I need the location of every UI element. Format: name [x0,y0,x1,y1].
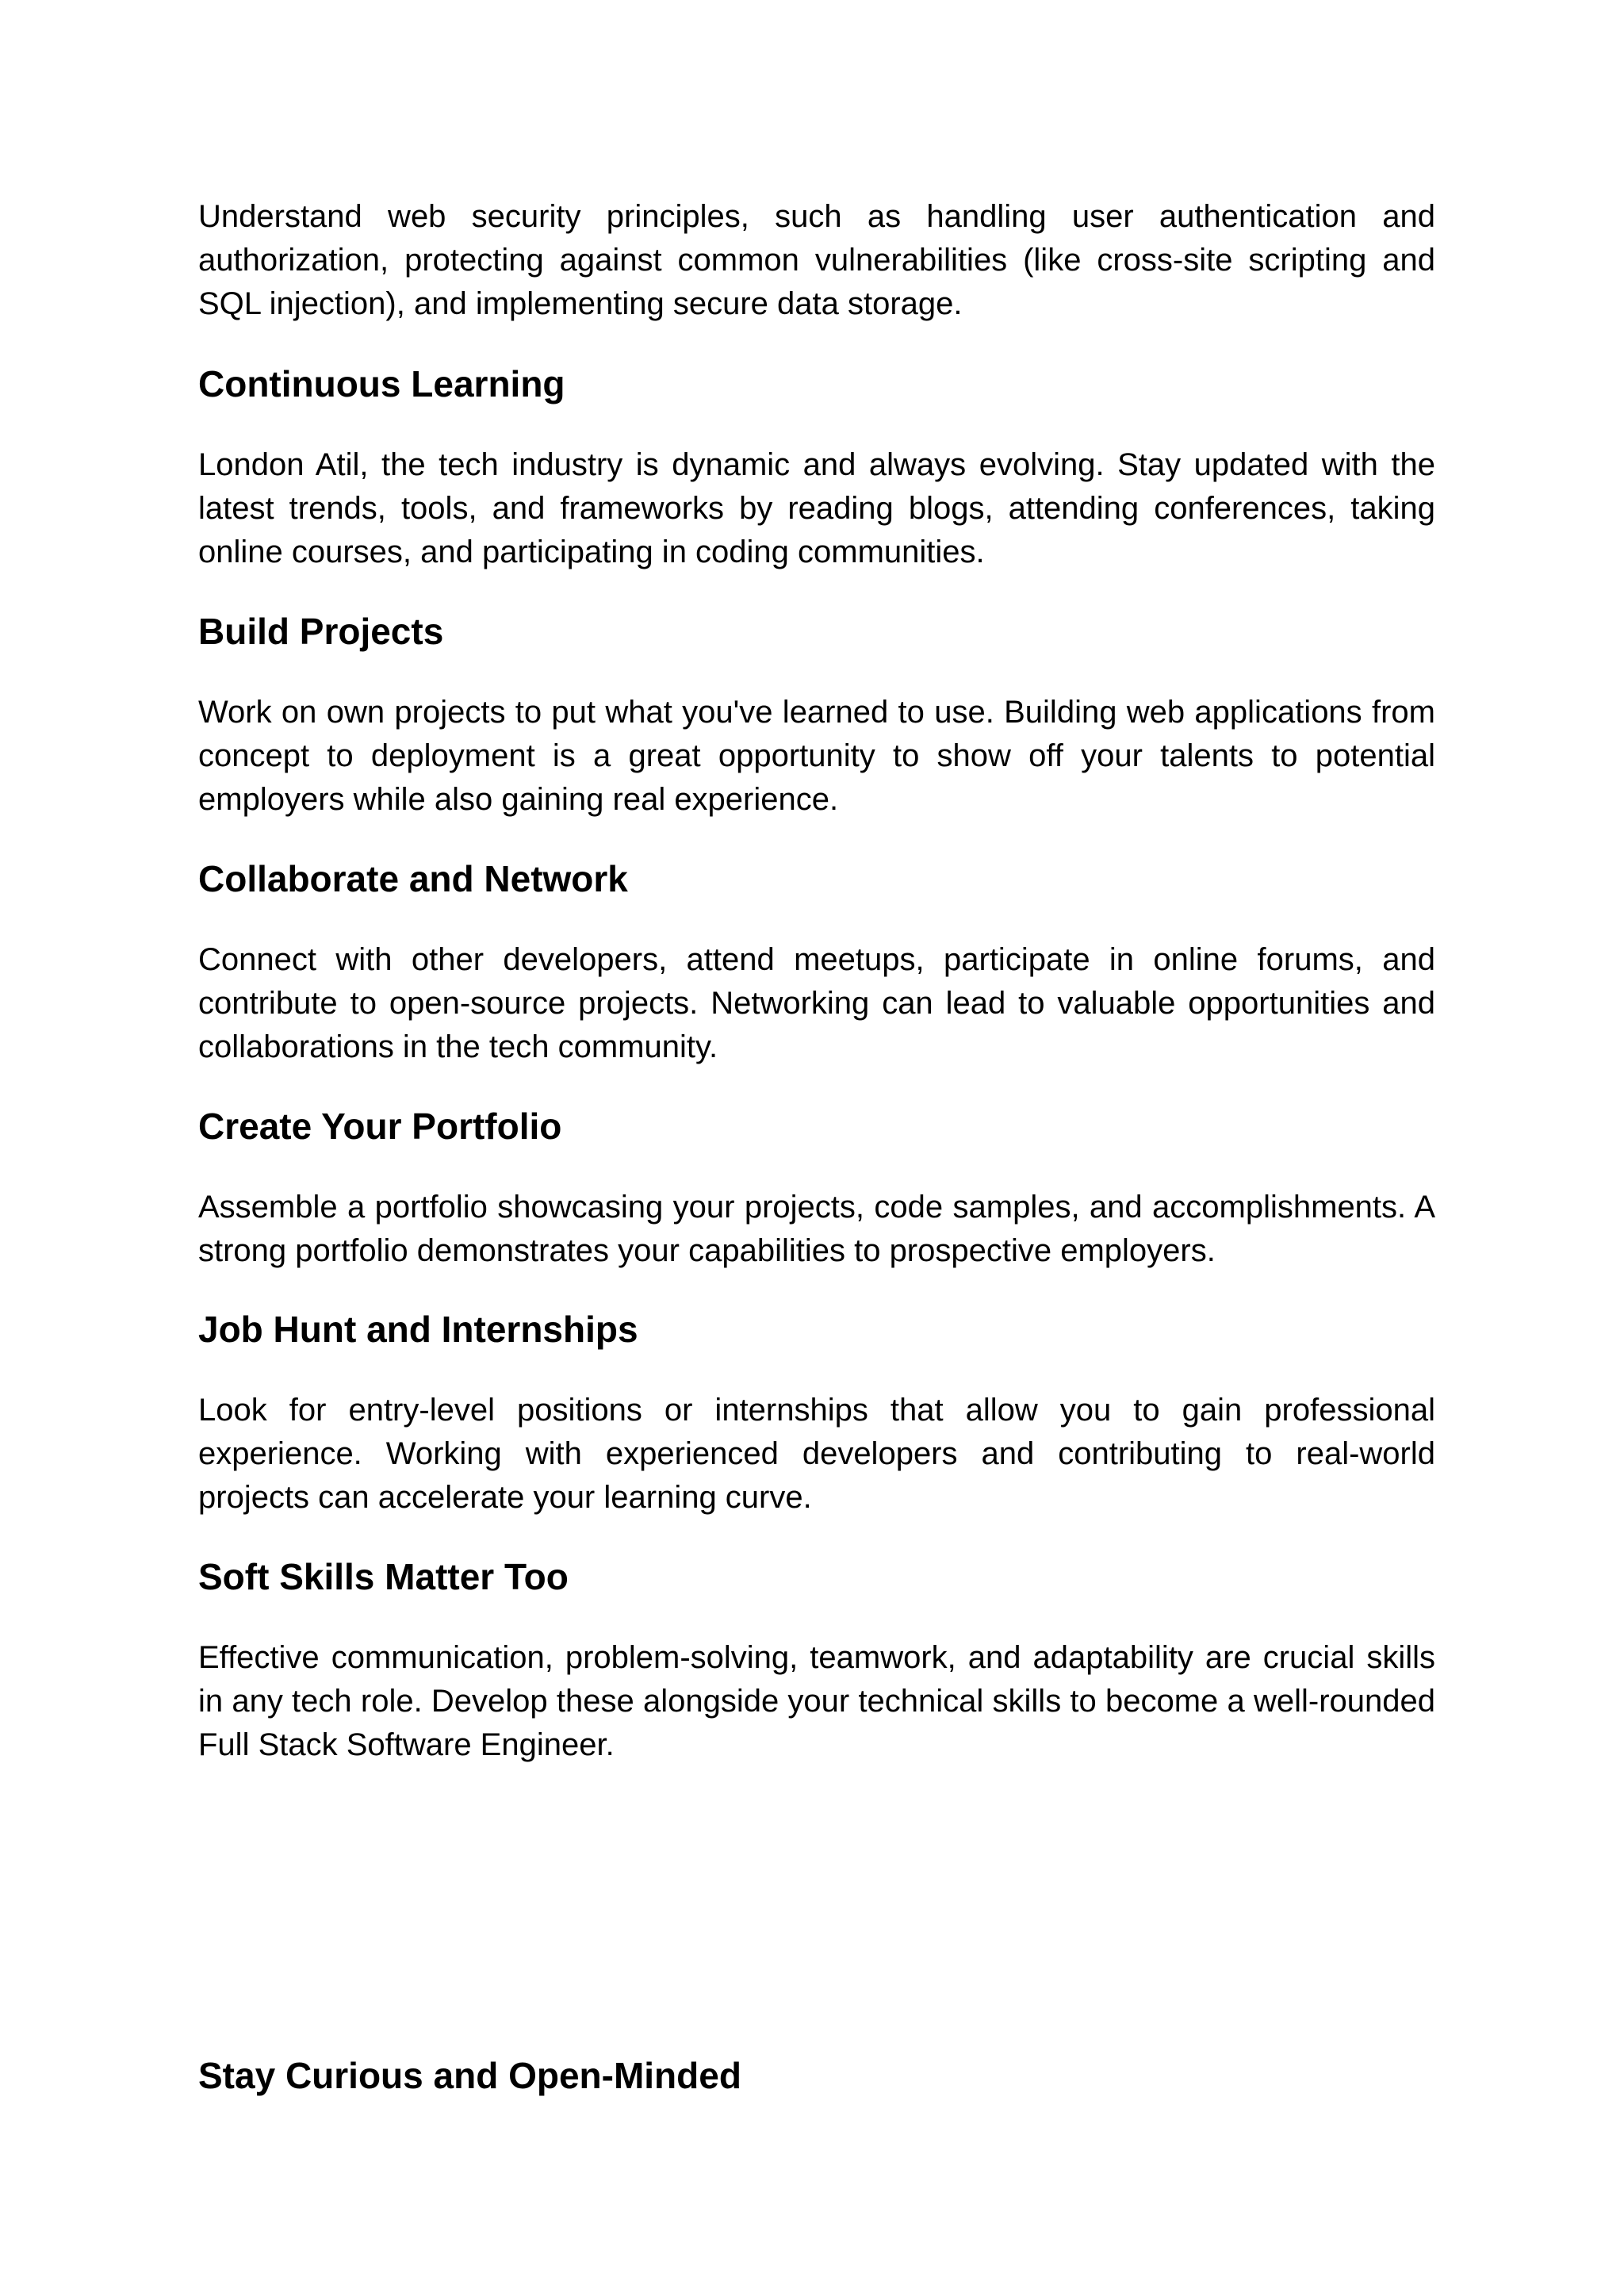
section-soft-skills-body [198,1636,1435,1767]
section-continuous-learning [198,362,1435,406]
section-collaborate-network [198,857,1435,901]
section-soft-skills [198,1554,1435,1599]
section-heading: Create Your Portfolio [198,1106,562,1147]
section-create-portfolio [198,1104,1435,1148]
section-heading: Continuous Learning [198,363,565,404]
section-build-projects-body [198,691,1435,822]
section-collaborate-network-body [198,938,1435,1069]
section-build-projects [198,609,1435,654]
section-create-portfolio-body [198,1186,1435,1273]
intro-paragraph-block [198,195,1435,326]
section-stay-curious [198,2053,1435,2098]
section-paragraph: Assemble a portfolio showcasing your projects, code samples, and accomplishments. A strong portfolio demonstrates your capabilities to prospective employers. [198,1190,1435,1268]
section-heading: Collaborate and Network [198,858,628,899]
section-heading: Job Hunt and Internships [198,1309,638,1350]
section-job-hunt-body [198,1389,1435,1520]
section-heading: Build Projects [198,611,444,652]
section-paragraph: Work on own projects to put what you've learned to use. Building web applications from concept to deployment is a great opportunity to show off your talents to potential employers while also gaining real experience. [198,695,1435,817]
section-paragraph: Look for entry-level positions or internships that allow you to gain professional experience. Working with experienced developers and contributing to real-world projects can accelerate your learning curve. [198,1393,1435,1515]
section-paragraph: London Atil, the tech industry is dynamic and always evolving. Stay updated with the latest trends, tools, and frameworks by reading blogs, attending conferences, taking online courses, and participating in coding communities. [198,447,1435,569]
section-heading: Stay Curious and Open-Minded [198,2055,741,2096]
intro-paragraph: Understand web security principles, such as handling user authentication and authorization, protecting against common vulnerabilities (like cross-site scripting and SQL injection), and implementing secure data storage. [198,199,1435,321]
section-job-hunt [198,1307,1435,1351]
section-paragraph: Effective communication, problem-solving, teamwork, and adaptability are crucial skills in any tech role. Develop these alongside your technical skills to become a well-rounded Full Stack Software Engineer. [198,1640,1435,1762]
section-continuous-learning-body [198,443,1435,574]
section-paragraph: Connect with other developers, attend meetups, participate in online forums, and contribute to open-source projects. Networking can lead to valuable opportunities and collaborations in the tech community. [198,942,1435,1064]
section-heading: Soft Skills Matter Too [198,1556,569,1597]
